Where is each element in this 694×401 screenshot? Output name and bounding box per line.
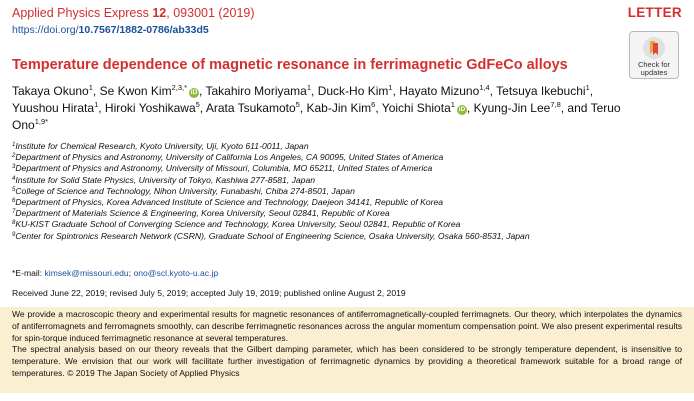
- affiliation-list: [12, 141, 682, 242]
- affiliation-item: [12, 163, 682, 174]
- affiliation-text: Department of Physics, Korea Advanced Institute of Science and Technology, Daejeon 34141, Republic of Korea: [15, 197, 444, 208]
- doi-id: 10.7567/1882-0786/ab33d5: [78, 24, 209, 36]
- affiliation-text: KU-KIST Graduate School of Converging Science and Technology, Korea University, Seoul 02841, Republic of Korea: [15, 219, 461, 230]
- author-affiliation-sup: 5: [195, 100, 200, 109]
- abstract-paragraph: The spectral analysis based on our theory reveals that the Gilbert damping parameter, which has been considered to be strongly temperature dependent, is insensitive to temperature. We envision that our work will facilitate further investigation of ferrimagnetic dynamics by providing a theoretical framework suitable for a broad range of temperatures. © 2019 The Japan Society of Applied Physics: [12, 344, 682, 378]
- author-affiliation-sup: 1: [306, 83, 312, 92]
- author-affiliation-sup: 1: [450, 100, 455, 109]
- author-name: Hayato Mizuno: [399, 84, 480, 98]
- author-affiliation-sup: 6: [371, 100, 376, 109]
- affiliation-item: [12, 152, 682, 163]
- orcid-icon[interactable]: iD: [190, 89, 198, 96]
- author-affiliation-sup: 1: [94, 100, 99, 109]
- affiliation-number: 7: [12, 209, 16, 216]
- orcid-icon[interactable]: iD: [458, 106, 466, 113]
- doi-prefix: https://doi.org/: [12, 24, 79, 36]
- author-name: Teruo Ono: [12, 101, 621, 132]
- author-affiliation-sup: 2,3,*: [171, 83, 188, 92]
- affiliation-text: Institute for Solid State Physics, University of Tokyo, Kashiwa 277-8581, Japan: [15, 174, 316, 185]
- affiliation-text: Department of Physics and Astronomy, University of Missouri, Columbia, MO 65211, United States of America: [15, 163, 433, 174]
- affiliation-number: 4: [12, 175, 16, 182]
- bookmark-ribbon-icon: [642, 36, 666, 60]
- article-number: , 093001 (2019): [166, 6, 255, 20]
- affiliation-text: Department of Physics and Astronomy, University of California Los Angeles, CA 90095, United States of America: [15, 152, 444, 163]
- journal-name: Applied Physics Express: [12, 6, 149, 20]
- affiliation-item: [12, 186, 682, 197]
- affiliation-number: 8: [12, 220, 16, 227]
- email-link-kim[interactable]: kimsek@missouri.edu: [44, 268, 129, 278]
- affiliation-number: 5: [12, 186, 16, 193]
- paper-title: Temperature dependence of magnetic resonance in ferrimagnetic GdFeCo alloys: [12, 57, 568, 73]
- author-list: Takaya Okuno$^1$, Se Kwon Kim$^{2,3,*}$iD , Takahiro Moriyama$^1$, Duck-Ho Kim$^1$, Hayato Mizuno$^{1,4}$, Tetsuya Ikebuchi$^1$, Yuushou Hirata$^1$, Hiroki Yoshikawa$^5$, Arata Tsukamoto$^5$, Kab-Jin Kim$^6$, Yoichi Shiota$^1$iD , Kyung-Jin Lee$^{7,8}$, and Teruo Ono$^{1,9*}$: [12, 83, 621, 132]
- author-affiliation-sup: 5: [295, 100, 300, 109]
- affiliation-text: College of Science and Technology, Nihon University, Funabashi, Chiba 274-8501, Japan: [15, 185, 355, 196]
- check-for-updates-line1: Check for: [637, 60, 671, 69]
- journal-citation: [12, 6, 255, 20]
- author-name: Kab-Jin Kim: [306, 101, 372, 115]
- abstract-box: [0, 307, 694, 393]
- email-label: E-mail:: [15, 268, 45, 278]
- affiliation-number: 9: [12, 231, 16, 238]
- author-affiliation-sup: 7,8: [550, 100, 561, 109]
- author-name: Tetsuya Ikebuchi: [496, 84, 586, 98]
- affiliation-number: 3: [12, 164, 16, 171]
- affiliation-number: 1: [12, 142, 16, 148]
- author-affiliation-sup: 1,9*: [34, 117, 49, 126]
- affiliation-item: [12, 141, 682, 152]
- author-name: Arata Tsukamoto: [205, 101, 296, 115]
- author-affiliation-sup: 1: [88, 83, 93, 92]
- author-affiliation-sup: 1: [585, 83, 590, 92]
- author-name: Duck-Ho Kim: [317, 84, 389, 98]
- author-affiliation-sup: 1: [388, 83, 393, 92]
- email-separator: ;: [128, 268, 134, 278]
- author-name: Takahiro Moriyama: [205, 84, 307, 98]
- author-name: Se Kwon Kim: [99, 84, 172, 98]
- publication-history: Received June 22, 2019; revised July 5, 2019; accepted July 19, 2019; published online August 2, 2019: [12, 288, 406, 298]
- journal-volume: 12: [152, 6, 167, 20]
- author-name: Yuushou Hirata: [12, 101, 95, 115]
- email-marker: *: [12, 268, 16, 278]
- affiliation-number: 2: [12, 153, 16, 160]
- author-name: Hiroki Yoshikawa: [104, 101, 196, 115]
- check-for-updates-line2: updates: [640, 68, 668, 77]
- article-type-label: LETTER: [627, 5, 682, 20]
- affiliation-item: [12, 175, 682, 186]
- author-name: Yoichi Shiota: [381, 101, 451, 115]
- author-name: Takaya Okuno: [12, 84, 89, 98]
- affiliation-item: [12, 219, 682, 230]
- affiliation-item: [12, 197, 682, 208]
- affiliation-text: Department of Materials Science & Engineering, Korea University, Seoul 02841, Republic of Korea: [15, 208, 390, 219]
- author-affiliation-sup: 1,4: [479, 83, 490, 92]
- check-for-updates-button[interactable]: [629, 31, 679, 79]
- affiliation-item: [12, 208, 682, 219]
- doi-link[interactable]: [12, 24, 209, 36]
- abstract-paragraph: We provide a macroscopic theory and experimental results for magnetic resonances of antiferromagnetically-coupled ferrimagnets. Our theory, which interpolates the dynamics of antiferromagnets and ferromagnets smoothly, can describe ferrimagnetic resonances across the angular momentum compensation point. We also present experimental results for spin-torque induced ferrimagnetic resonance at several temperatures.: [12, 309, 682, 343]
- affiliation-number: 6: [12, 198, 16, 205]
- email-link-ono[interactable]: ono@scl.kyoto-u.ac.jp: [133, 268, 219, 278]
- affiliation-text: Institute for Chemical Research, Kyoto University, Uji, Kyoto 611-0011, Japan: [15, 141, 309, 151]
- affiliation-item: [12, 231, 682, 242]
- affiliation-text: Center for Spintronics Research Network (CSRN), Graduate School of Engineering Science, Osaka University, Osaka 560-8531, Japan: [15, 230, 530, 241]
- author-name: Kyung-Jin Lee: [473, 101, 551, 115]
- email-line: [12, 268, 218, 278]
